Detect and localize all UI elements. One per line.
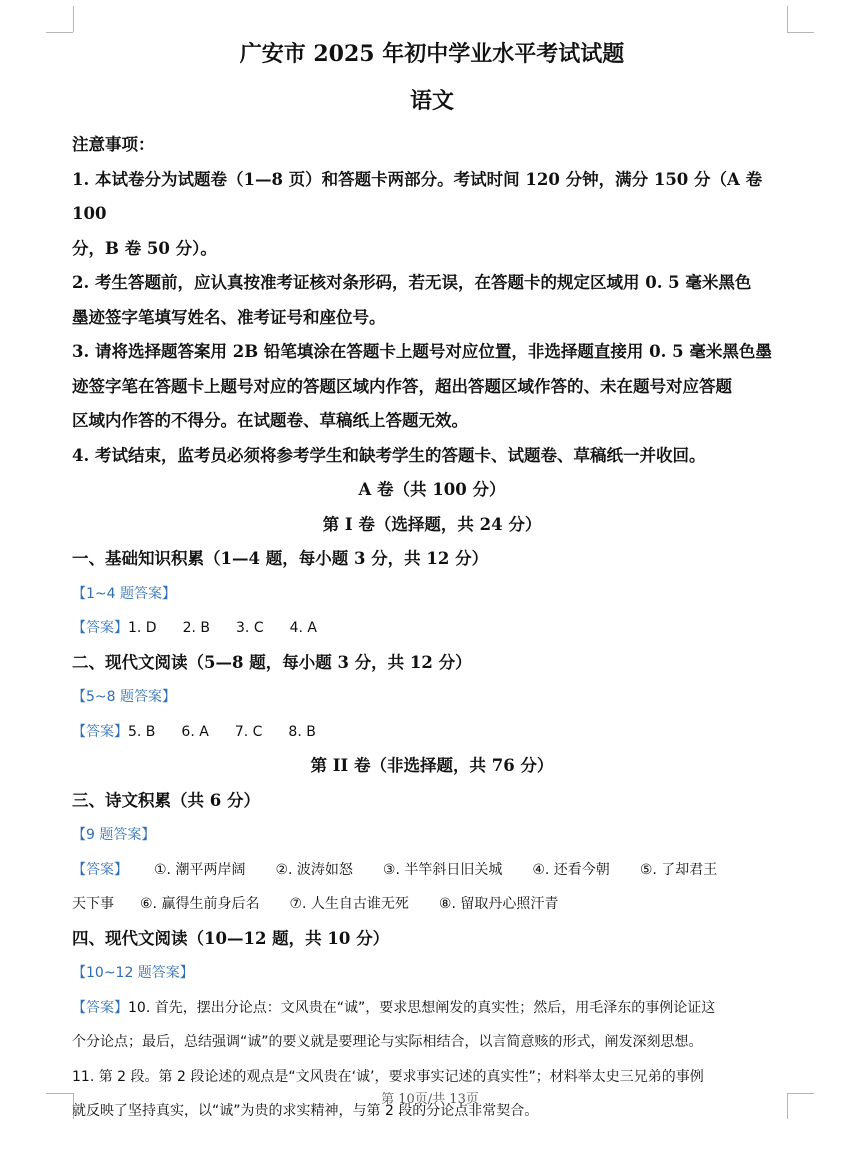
- notice-line: 1. 本试卷分为试题卷（1—8 页）和答题卡两部分。考试时间 120 分钟，满分 150 分（A 卷 100: [72, 169, 763, 223]
- section-2-heading: 二、现代文阅读（5—8 题，每小题 3 分，共 12 分）: [72, 652, 472, 672]
- crop-mark-top-right: [787, 32, 814, 33]
- section-4-answer-line: 就反映了坚持真实，以“诚”为贵的求实精神，与第 2 段的分论点非常契合。: [72, 1103, 539, 1119]
- section-2-tag: [72, 680, 792, 715]
- crop-mark-top-right: [787, 6, 788, 32]
- notice-heading: 注意事项：: [72, 135, 155, 154]
- answer-item: 3. C: [236, 620, 264, 636]
- notice-line: 区域内作答的不得分。在试题卷、草稿纸上答题无效。: [72, 411, 468, 430]
- question-tag: 【5~8 题答案】: [72, 689, 176, 705]
- answer-item: 1. D: [128, 620, 157, 636]
- question-tag: 【1~4 题答案】: [72, 585, 176, 602]
- section-1-tag: [72, 577, 792, 612]
- exam-title: 广安市 2025 年初中学业水平考试试题: [239, 41, 625, 67]
- section-3-answers-line: [72, 853, 792, 888]
- notice-line: 3. 请将选择题答案用 2B 铅笔填涂在答题卡上题号对应位置，非选择题直接用 0. 5 毫米黑色墨: [72, 342, 772, 361]
- notice-line: 2. 考生答题前，应认真按准考证核对条形码，若无误，在答题卡的规定区域用 0. 5 毫米黑色: [72, 273, 752, 292]
- notice-line: 迹签字笔在答题卡上题号对应的答题区域内作答，超出答题区域作答的、未在题号对应答题: [72, 376, 732, 396]
- section-1-answers: [72, 611, 792, 646]
- answer-tag: 【答案】: [72, 620, 128, 636]
- crop-mark-top-left: [46, 32, 73, 33]
- section-4-answer-line: [72, 991, 792, 1026]
- answer-item: ③. 半竿斜日旧关城: [382, 861, 503, 878]
- answer-item: ①. 潮平两岸阔: [154, 861, 246, 878]
- section-1-heading: 一、基础知识积累（1—4 题，每小题 3 分，共 12 分）: [72, 549, 489, 568]
- answer-item: ⑦. 人生自古谁无死: [289, 896, 409, 912]
- subject-title: 语文: [409, 88, 454, 114]
- question-tag: 【9 题答案】: [72, 827, 156, 843]
- question-tag: 【10~12 题答案】: [72, 965, 194, 981]
- answer-item: ⑥. 赢得生前身后名: [140, 896, 260, 912]
- answer-tag: 【答案】: [72, 861, 128, 878]
- answer-item: 天下事: [72, 896, 114, 912]
- section-4-answer-line: 个分论点；最后，总结强调“诚”的要义就是要理论与实际相结合，以言简意赅的形式，阐发深刻思想。: [72, 1034, 703, 1050]
- page-content: [72, 34, 792, 1129]
- section-3-answers-line: [72, 887, 792, 922]
- notice-line: 4. 考试结束，监考员必须将参考学生和缺考学生的答题卡、试题卷、草稿纸一并收回。: [72, 445, 706, 465]
- crop-mark-top-left: [73, 6, 74, 32]
- volume-a-heading: A 卷（共 100 分）: [358, 480, 506, 499]
- section-3-tag: [72, 818, 792, 853]
- answer-tag: 【答案】: [72, 999, 128, 1016]
- answer-item: ⑤. 了却君王: [639, 861, 718, 878]
- section-2-answers: [72, 715, 792, 750]
- part-2-heading: 第 II 卷（非选择题，共 76 分）: [310, 756, 554, 775]
- answer-item: 8. B: [288, 723, 316, 740]
- answer-item: 5. B: [128, 723, 156, 740]
- answer-item: 7. C: [234, 723, 263, 740]
- section-3-heading: 三、诗文积累（共 6 分）: [72, 790, 260, 810]
- answer-item: 4. A: [289, 620, 317, 636]
- answer-item: 2. B: [182, 620, 211, 636]
- answer-item: ②. 波涛如怒: [275, 861, 353, 878]
- page-footer: 第 10页/共 13页: [381, 1092, 479, 1107]
- answer-item: ⑧. 留取丹心照汗青: [438, 896, 559, 912]
- answer-item: ④. 还看今朝: [532, 861, 610, 878]
- notice-line: 墨迹签字笔填写姓名、准考证号和座位号。: [72, 307, 386, 327]
- section-4-answer-line: 11. 第 2 段。第 2 段论述的观点是“文风贵在‘诚’，要求事实记述的真实性”；材料举太史三兄弟的事例: [72, 1068, 704, 1085]
- answer-text: 10. 首先，摆出分论点：文风贵在“诚”，要求思想阐发的真实性；然后，用毛泽东的事例论证这: [128, 999, 716, 1016]
- answer-tag: 【答案】: [72, 723, 128, 740]
- section-4-heading: 四、现代文阅读（10—12 题，共 10 分）: [72, 928, 390, 948]
- part-1-heading: 第 I 卷（选择题，共 24 分）: [322, 514, 542, 534]
- section-4-tag: [72, 956, 792, 991]
- answer-item: 6. A: [181, 723, 209, 740]
- notice-line: 分，B 卷 50 分）。: [72, 238, 217, 258]
